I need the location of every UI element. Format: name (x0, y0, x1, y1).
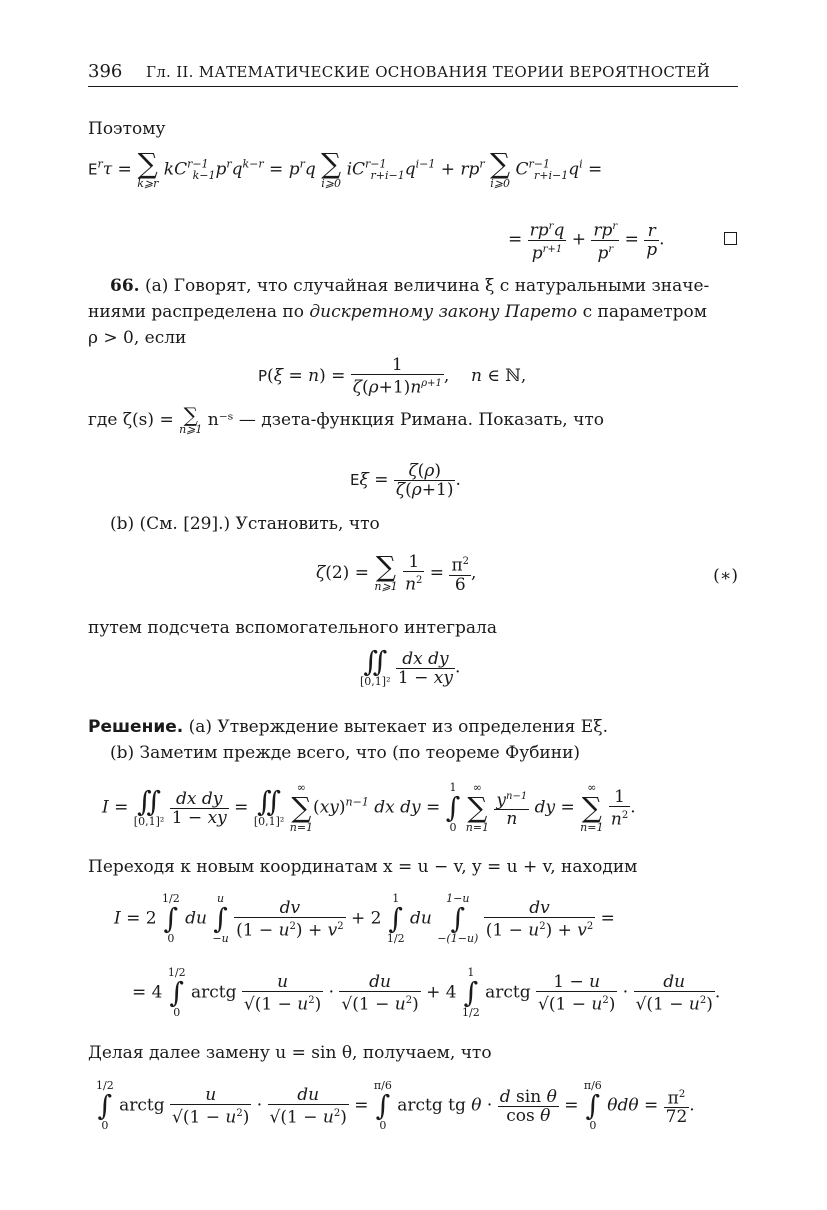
formula-expectation: Eξ = $\frac{\zeta(\rho)}{\zeta(\rho+1)}$ . (350, 461, 461, 500)
formula-moment: $E^r\tau$ = ∑ k⩾r $kC^{r-1}_{k-1}p^rq^{k-r} = p^rq$ ∑ i⩾0 $iC^{r-1}_{r+i-1}q^{i-1} + rp^r$ ∑ i⩾0 $C^{r-1}_{r+i-1}q^i$ = (88, 147, 603, 190)
text-line: ниями распределена по дискретному закону Парето с параметром (88, 302, 708, 322)
text-line: (b) Заметим прежде всего, что (по теореме Фубини) (110, 743, 581, 763)
formula-change-vars-1: I = 2 1/2 ∫ 0 du u ∫ −u $\frac{dv}{(1 - u^2) + v^2}$ + 2 1 ∫ 1/2 du 1−u ∫ −(1−u) $\frac{dv}{(1 - u^2) + v^2}$ = (114, 892, 615, 945)
formula-pareto: P(ξ = n) = $\frac{1}{\zeta(\rho+1)n^{\rho+1}}$ , n ∈ ℕ, (258, 355, 527, 398)
running-title: Гл. II. МАТЕМАТИЧЕСКИЕ ОСНОВАНИЯ ТЕОРИИ ВЕРОЯТНОСТЕЙ (146, 63, 711, 81)
equation-tag: (∗) (713, 566, 738, 586)
formula-moment-result: = $\frac{rp^rq}{p^{r+1}}$ + $\frac{rp^r}{p^r}$ = $\frac{r}{p}$ . (508, 218, 665, 262)
formula-final: 1/2 ∫ 0 arctg $\frac{u}{√(1 - u^2)}$ · $\frac{du}{√(1 - u^2)}$ = π/6 ∫ 0 arctg tg θ · $\frac{\text{d sin θ}}{\text{cos θ}}$ = π/6 ∫ 0 θdθ = $\frac{\pi^2}{72}$ . (96, 1079, 695, 1132)
text-line: Делая далее замену u = sin θ, получаем, что (88, 1043, 492, 1063)
text-line: 66. (a) Говорят, что случайная величина ξ с натуральными значе- (110, 276, 710, 296)
text-line: Решение. (a) Утверждение вытекает из определения Eξ. (88, 717, 608, 737)
page-number: 396 (88, 61, 123, 82)
text-line: где ζ(s) = ∑ n⩾1 n⁻ˢ — дзета-функция Римана. Показать, что (88, 403, 604, 436)
text-line: Поэтому (88, 119, 166, 139)
text-line: ρ > 0, если (88, 328, 187, 348)
formula-basel: ζ(2) = ∑ n⩾1 $\frac{1}{n^2}$ = $\frac{\pi^2}{6}$ , (316, 550, 477, 595)
running-header (88, 60, 738, 87)
text-line: Переходя к новым координатам x = u − v, y = u + v, находим (88, 857, 638, 877)
qed-square (724, 232, 737, 245)
formula-fubini: I = ∬ [0,1]² $\frac{\text{dx dy}}{1 - xy}$ = ∬ [0,1]² ∞ ∑ n=1 (xy)$^{n-1}$ dx dy = 1 ∫ 0 ∞ ∑ n=1 $\frac{y^{n-1}}{n}$ dy = ∞ ∑ n=1 $\frac{1}{n^2}$ . (102, 781, 636, 834)
text-line: (b) (См. [29].) Установить, что (110, 514, 380, 534)
text-line: путем подсчета вспомогательного интеграла (88, 618, 497, 638)
formula-change-vars-2: = 4 1/2 ∫ 0 arctg $\frac{u}{√(1 - u^2)}$ · $\frac{du}{√(1 - u^2)}$ + 4 1 ∫ 1/2 arctg $\frac{1 - u}{√(1 - u^2)}$ · $\frac{du}{√(1 - u^2)}$ . (132, 966, 721, 1019)
formula-aux-integral: ∬ [0,1]² $\frac{\text{dx dy}}{1 - xy}$ . (360, 645, 461, 688)
page (88, 0, 738, 1210)
